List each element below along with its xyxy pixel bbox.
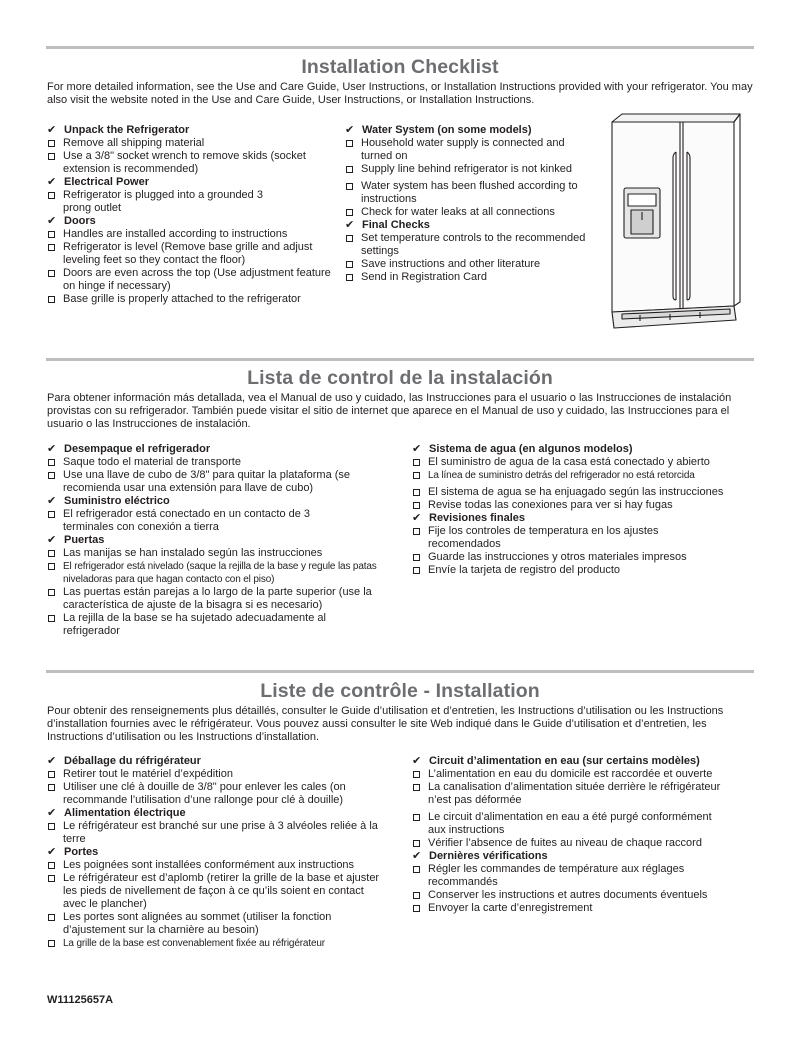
checklist-item: El refrigerador está nivelado (saque la rejilla de la base y regule las patas niveladoras para que hagan contacto con el piso)	[47, 560, 387, 586]
checkbox-icon	[413, 840, 420, 847]
checkbox-icon	[48, 862, 55, 869]
section-heading: ✔ Suministro eléctrico	[47, 495, 170, 507]
checklist-item: Le circuit d’alimentation en eau a été purgé conformément aux instructions	[412, 811, 732, 837]
checklist-item: El refrigerador está conectado en un contacto de 3 terminales con conexión a tierra	[47, 508, 333, 534]
checkbox-icon	[48, 270, 55, 277]
checkmark-icon: ✔	[47, 124, 57, 136]
section-heading: ✔ Sistema de agua (en algunos modelos)	[412, 443, 633, 455]
checklist-item: La línea de suministro detrás del refrigerador no está retorcida	[412, 469, 757, 482]
checkbox-icon	[413, 892, 420, 899]
checklist-item: Save instructions and other literature	[345, 258, 595, 271]
checkbox-icon	[346, 209, 353, 216]
section-heading: ✔ Water System (on some models)	[345, 124, 532, 136]
intro-text: Pour obtenir des renseignements plus détaillés, consulter le Guide d’utilisation et d’entretien, les Instructions d’utilisation ou les Instructions d’installation fournies avec le réfrigérateur. Vous pouvez aussi consulter le site Web indiqué dans le Guide d’utilisation et d’entretien, les Instructions d’utilisation ou les Instructions d’installation.	[47, 705, 724, 743]
checkbox-icon	[346, 183, 353, 190]
checklist-item: Envíe la tarjeta de registro del producto	[412, 564, 757, 577]
checkbox-icon	[48, 511, 55, 518]
checkbox-icon	[48, 914, 55, 921]
checkmark-icon: ✔	[412, 443, 422, 455]
checklist-item: Guarde las instrucciones y otros materiales impresos	[412, 551, 757, 564]
checkbox-icon	[48, 244, 55, 251]
checklist-item: Refrigerator is plugged into a grounded 3 prong outlet	[47, 189, 293, 215]
checkbox-icon	[413, 489, 420, 496]
checkbox-icon	[48, 550, 55, 557]
checkbox-icon	[413, 905, 420, 912]
checkbox-icon	[413, 502, 420, 509]
section-title: Liste de contrôle - Installation	[260, 680, 540, 702]
checkbox-icon	[48, 823, 55, 830]
checklist-item: Las manijas se han instalado según las instrucciones	[47, 547, 387, 560]
checklist-item: La rejilla de la base se ha sujetado adecuadamente al refrigerador	[47, 612, 363, 638]
checklist-item: Le réfrigérateur est d’aplomb (retirer la grille de la base et ajuster les pieds de nivellement de façon à ce qu’ils soient en contact avec le plancher)	[47, 872, 387, 911]
checkmark-icon: ✔	[412, 755, 422, 767]
checklist-item: La canalisation d’alimentation située derrière le réfrigérateur n’est pas déformée	[412, 781, 732, 807]
checklist-item: Send in Registration Card	[345, 271, 595, 284]
checklist-item: Fije los controles de temperatura en los ajustes recomendados	[412, 525, 718, 551]
checklist-column	[47, 124, 332, 306]
checkbox-icon	[48, 940, 55, 947]
checkmark-icon: ✔	[47, 495, 57, 507]
checkbox-icon	[48, 875, 55, 882]
checklist-item: Revise todas las conexiones para ver si hay fugas	[412, 499, 757, 512]
checklist-item: Check for water leaks at all connections	[345, 206, 595, 219]
checkbox-icon	[48, 615, 55, 622]
checklist-item: Water system has been flushed according to instructions	[345, 180, 595, 206]
checkmark-icon: ✔	[47, 534, 57, 546]
section-heading: ✔ Unpack the Refrigerator	[47, 124, 190, 136]
checkbox-icon	[413, 771, 420, 778]
section-title: Lista de control de la instalación	[247, 367, 553, 389]
checkbox-icon	[413, 866, 420, 873]
checklist-item: Household water supply is connected and turned on	[345, 137, 595, 163]
section-divider	[46, 46, 754, 49]
checklist-item: Refrigerator is level (Remove base grille and adjust leveling feet so they contact the floor)	[47, 241, 332, 267]
section-heading: ✔ Dernières vérifications	[412, 850, 548, 862]
document-code: W11125657A	[47, 994, 114, 1006]
checkbox-icon	[48, 459, 55, 466]
checklist-item: Supply line behind refrigerator is not kinked	[345, 163, 595, 176]
section-heading: ✔ Puertas	[47, 534, 105, 546]
checklist-column	[412, 755, 732, 915]
checklist-item: El suministro de agua de la casa está conectado y abierto	[412, 456, 757, 469]
checkbox-icon	[48, 231, 55, 238]
checkbox-icon	[48, 296, 55, 303]
checklist-item: Régler les commandes de température aux réglages recommandés	[412, 863, 732, 889]
section-heading: ✔ Electrical Power	[47, 176, 149, 188]
checklist-item: Conserver les instructions et autres documents éventuels	[412, 889, 732, 902]
checklist-column	[412, 443, 757, 577]
checkmark-icon: ✔	[412, 850, 422, 862]
checkmark-icon: ✔	[345, 124, 355, 136]
checkmark-icon: ✔	[47, 807, 57, 819]
intro-text: Para obtener información más detallada, vea el Manual de uso y cuidado, las Instrucciones para el usuario o las Instrucciones de instalación provistas con su refrigerador. También puede visitar el sitio de internet que aparece en el Manual de uso y cuidado, las Instrucciones para el usuario o las Instrucciones de instalación.	[47, 392, 732, 430]
section-heading: ✔ Revisiones finales	[412, 512, 525, 524]
checkmark-icon: ✔	[47, 176, 57, 188]
checkmark-icon: ✔	[47, 215, 57, 227]
checklist-item: Las puertas están parejas a lo largo de la parte superior (use la característica de ajuste de la bisagra si es necesario)	[47, 586, 387, 612]
checklist-column	[47, 443, 387, 638]
checkbox-icon	[48, 140, 55, 147]
checklist-item: Vérifier l’absence de fuites au niveau de chaque raccord	[412, 837, 732, 850]
checkmark-icon: ✔	[345, 219, 355, 231]
checkbox-icon	[346, 140, 353, 147]
checklist-item: L’alimentation en eau du domicile est raccordée et ouverte	[412, 768, 732, 781]
checkbox-icon	[346, 166, 353, 173]
checkbox-icon	[413, 814, 420, 821]
checklist-item: Doors are even across the top (Use adjustment feature on hinge if necessary)	[47, 267, 332, 293]
checkbox-icon	[413, 554, 420, 561]
checkmark-icon: ✔	[47, 846, 57, 858]
checkbox-icon	[413, 784, 420, 791]
checklist-item: La grille de la base est convenablement fixée au réfrigérateur	[47, 937, 387, 950]
checkbox-icon	[346, 261, 353, 268]
section-heading: ✔ Portes	[47, 846, 99, 858]
checklist-item: Saque todo el material de transporte	[47, 456, 387, 469]
refrigerator-illustration	[600, 108, 750, 338]
checklist-item: Set temperature controls to the recommended settings	[345, 232, 595, 258]
checkbox-icon	[48, 153, 55, 160]
checkbox-icon	[413, 567, 420, 574]
section-heading: ✔ Desempaque el refrigerador	[47, 443, 211, 455]
checkbox-icon	[413, 459, 420, 466]
checklist-item: Remove all shipping material	[47, 137, 332, 150]
checkmark-icon: ✔	[47, 443, 57, 455]
checklist-column	[47, 755, 387, 950]
checklist-item: Les portes sont alignées au sommet (utiliser la fonction d’ajustement sur la charnière au besoin)	[47, 911, 387, 937]
section-heading: ✔ Doors	[47, 215, 96, 227]
page-title: Installation Checklist	[301, 56, 499, 78]
section-divider	[46, 670, 754, 673]
checklist-item: Les poignées sont installées conformément aux instructions	[47, 859, 387, 872]
checkbox-icon	[48, 472, 55, 479]
section-heading: ✔ Circuit d’alimentation en eau (sur certains modèles)	[412, 755, 700, 767]
section-divider	[46, 358, 754, 361]
checklist-item: Le réfrigérateur est branché sur une prise à 3 alvéoles reliée à la terre	[47, 820, 387, 846]
section-heading: ✔ Alimentation électrique	[47, 807, 186, 819]
checkmark-icon: ✔	[412, 512, 422, 524]
checklist-column	[345, 124, 595, 284]
checkbox-icon	[48, 771, 55, 778]
section-heading: ✔ Déballage du réfrigérateur	[47, 755, 201, 767]
intro-text: For more detailed information, see the Use and Care Guide, User Instructions, or Installation Instructions provided with your refrigerator. You may also visit the website noted in the Use and Care Guide, User Instructions, or Installation Instructions.	[47, 81, 753, 106]
checklist-item: Use una llave de cubo de 3/8" para quitar la plataforma (se recomienda usar una extensión para llave de cubo)	[47, 469, 387, 495]
checkbox-icon	[48, 563, 55, 570]
checklist-item: Handles are installed according to instructions	[47, 228, 332, 241]
checkmark-icon: ✔	[47, 755, 57, 767]
checkbox-icon	[346, 235, 353, 242]
checklist-item: Base grille is properly attached to the refrigerator	[47, 293, 332, 306]
checkbox-icon	[413, 528, 420, 535]
section-heading: ✔ Final Checks	[345, 219, 430, 231]
checkbox-icon	[48, 784, 55, 791]
checklist-item: Retirer tout le matériel d’expédition	[47, 768, 387, 781]
checkbox-icon	[48, 589, 55, 596]
checklist-item: Utiliser une clé à douille de 3/8" pour enlever les cales (on recommande l’utilisation d’une rallonge pour clé à douille)	[47, 781, 387, 807]
checkbox-icon	[346, 274, 353, 281]
checkbox-icon	[48, 192, 55, 199]
checkbox-icon	[413, 472, 420, 479]
checklist-item: Envoyer la carte d’enregistrement	[412, 902, 732, 915]
checklist-item: El sistema de agua se ha enjuagado según las instrucciones	[412, 486, 757, 499]
checklist-item: Use a 3/8" socket wrench to remove skids (socket extension is recommended)	[47, 150, 332, 176]
